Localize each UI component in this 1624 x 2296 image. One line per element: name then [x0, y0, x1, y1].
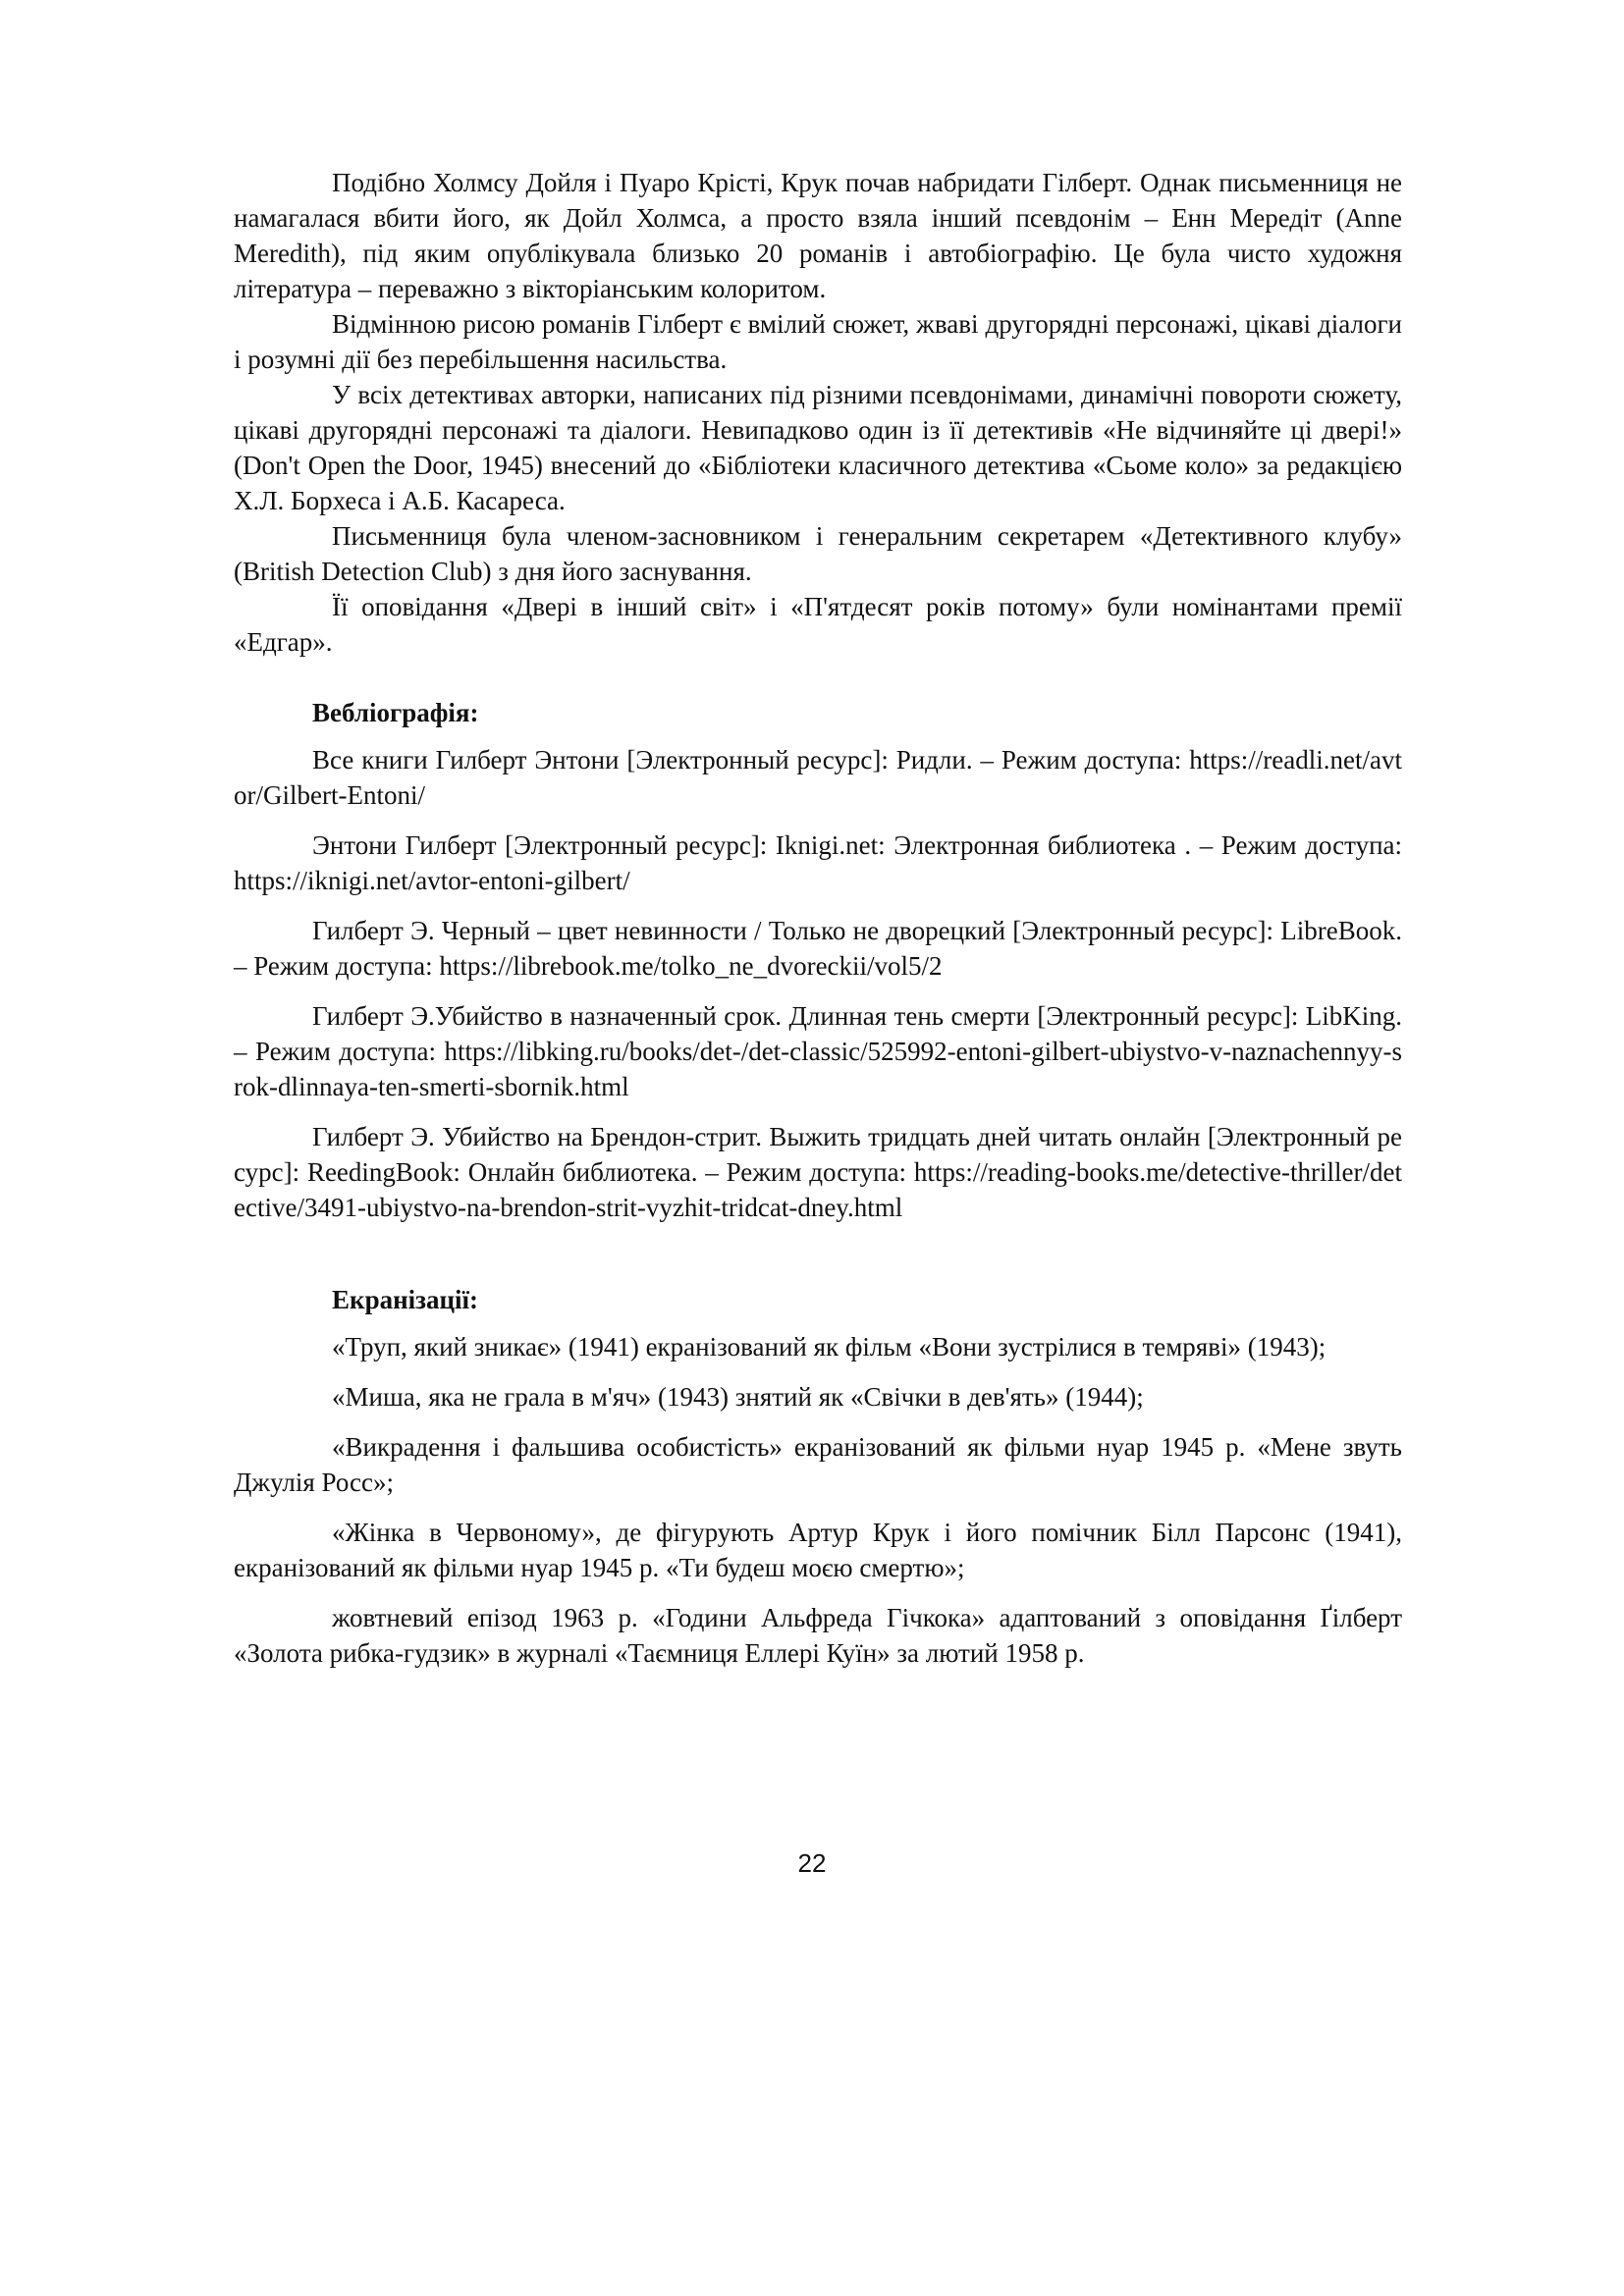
bibliography-heading: Вебліографія:: [312, 698, 479, 727]
adaptation-entry: жовтневий епізод 1963 р. «Години Альфреда Гічкока» адаптований з оповідання Ґілберт «Золота рибка-гудзик» в журналі «Таємниця Еллері Куїн» за лютий 1958 р.: [234, 1603, 1402, 1668]
adaptation-entry: «Миша, яка не грала в м'яч» (1943) знятий як «Свічки в дев'ять» (1944);: [332, 1382, 1144, 1412]
page-body: [234, 165, 1402, 1685]
body-paragraph: Подібно Холмсу Дойля і Пуаро Крісті, Крук почав набридати Гілберт. Однак письменниця не намагалася вбити його, як Дойл Холмса, а просто взяла інший псевдонім – Енн Мередіт (Anne Meredith), під яким опублікувала близько 20 романів і автобіографію. Це була чисто художня література – переважно з вікторіанським колоритом.: [234, 168, 1402, 303]
bibliography-entry: Гилберт Э. Убийство на Брендон-стрит. Выжить тридцать дней читать онлайн [Электронный ресурс]: ReedingBook: Онлайн библиотека. – Режим доступа: https://reading-books.me/detective-thriller/detective/3491-ubiystvo-na-brendon-strit-vyzhit-tridcat-dney.html: [234, 1122, 1402, 1222]
adaptation-entry: «Жінка в Червоному», де фігурують Артур Крук і його помічник Білл Парсонс (1941), екранізований як фільми нуар 1945 р. «Ти будеш моєю смертю»;: [234, 1518, 1402, 1582]
adaptations-heading: Екранізації:: [332, 1285, 479, 1314]
adaptation-entry: «Труп, який зникає» (1941) екранізований як фільм «Вони зустрілися в темряві» (1943);: [332, 1332, 1326, 1362]
body-paragraph: Її оповідання «Двері в інший світ» і «П'ятдесят років потому» були номінантами премії «Едгар».: [234, 592, 1402, 657]
bibliography-entry: Все книги Гилберт Энтони [Электронный ресурс]: Ридли. – Режим доступа: https://readli.net/avtor/Gilbert-Entoni/: [234, 745, 1402, 810]
body-paragraph: У всіх детективах авторки, написаних під різними псевдонімами, динамічні повороти сюжету, цікаві другорядні персонажі та діалоги. Невипадково один із її детективів «Не відчиняйте ці двері!» (Don't Open the Door, 1945) внесений до «Бібліотеки класичного детектива «Сьоме коло» за редакцією Х.Л. Борхеса і А.Б. Касареса.: [234, 380, 1402, 515]
adaptation-entry: «Викрадення і фальшива особистість» екранізований як фільми нуар 1945 р. «Мене звуть Джулія Росс»;: [234, 1432, 1402, 1497]
bibliography-entry: Энтони Гилберт [Электронный ресурс]: Iknigi.net: Электронная библиотека . – Режим доступа: https://iknigi.net/avtor-entoni-gilbert/: [234, 830, 1402, 895]
bibliography-entry: Гилберт Э. Черный – цвет невинности / Только не дворецкий [Электронный ресурс]: LibreBook. – Режим доступа: https://librebook.me/tolko_ne_dvoreckii/vol5/2: [234, 916, 1402, 981]
body-paragraph: Письменниця була членом-засновником і генеральним секретарем «Детективного клубу» (British Detection Club) з дня його заснування.: [234, 521, 1402, 586]
page-number: 22: [797, 1848, 827, 1878]
bibliography-entry: Гилберт Э.Убийство в назначенный срок. Длинная тень смерти [Электронный ресурс]: LibKing. – Режим доступа: https://libking.ru/books/det-/det-classic/525992-entoni-gilbert-ubiystvo-v-naznachennyy-srok-dlinnaya-ten-smerti-sbornik.html: [234, 1001, 1402, 1101]
body-paragraph: Відмінною рисою романів Гілберт є вмілий сюжет, жваві другорядні персонажі, цікаві діалоги і розумні дії без перебільшення насильства.: [234, 309, 1402, 374]
